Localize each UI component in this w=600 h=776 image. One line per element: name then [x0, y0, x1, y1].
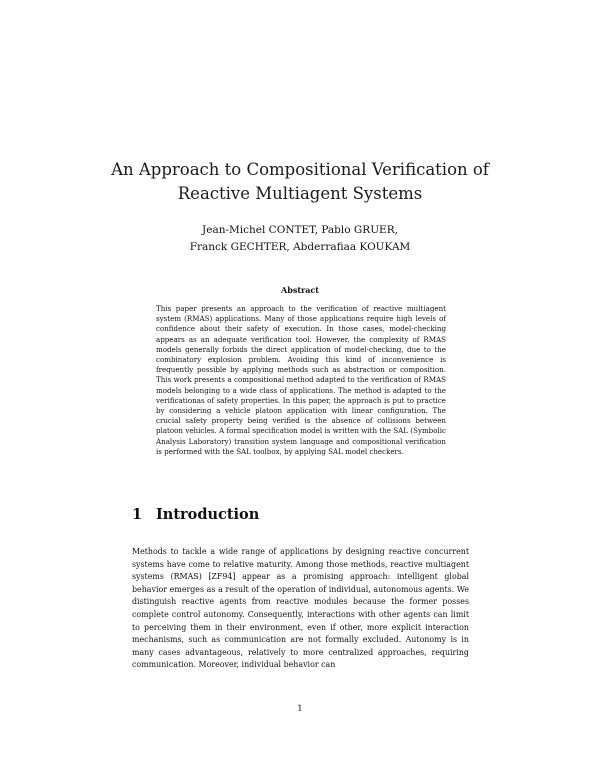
section-heading: [132, 505, 472, 525]
authors-line-1: Jean-Michel CONTET, Pablo GRUER,: [202, 224, 398, 236]
title-line-2: Reactive Multiagent Systems: [177, 184, 423, 203]
abstract-heading: Abstract: [281, 285, 319, 295]
introduction-text: Methods to tackle a wide range of applications by designing reactive concurrent systems have come to relative maturity. Among those methods, reactive multiagent systems (RMAS) [ZF94] appear as a promising approach: intelligent global behavior emerges as a result of the operation of individual, autonomous agents. We distinguish reactive agents from reactive modules because the former posses complete control autonomy. Consequently, interactions with other agents can limit to perceiving them in their environment, even if other, more explicit interaction mechanisms, such as communication are not formally excluded. Autonomy is in many cases advantageous, relatively to more centralized approaches, requiring communication. Moreover, individual behavior can: [132, 547, 469, 670]
section-title: Introduction: [156, 506, 260, 523]
title-line-1: An Approach to Compositional Verification of: [111, 160, 489, 179]
page-number: 1: [297, 704, 303, 714]
abstract-text: This paper presents an approach to the verification of reactive multiagent system (RMAS) applications. Many of those applications require high levels of confidence about their safety of execution. In those cases, model-checking appears as an adequate verification tool. However, the complexity of RMAS models generally forbids the direct application of model-checking, due to the combinatory explosion problem. Avoiding this kind of inconvenience is frequently possible by applying methods such as abstraction or composition. This work presents a compositional method adapted to the verification of RMAS models belonging to a wide class of applications. The method is adapted to the verificationas of safety properties. In this paper, the approach is put to practice by considering a vehicle platoon application with linear configuration. The crucial safety property being verified is the absence of collisions between platoon vehicles. A formal specification model is written with the SAL (Symbolic Analysis Laboratory) transition system language and compositional verification is performed with the SAL toolbox, by applying SAL model checkers.: [156, 304, 446, 456]
author-list: [0, 222, 600, 256]
paper-title: [0, 158, 600, 206]
section-number: 1: [132, 506, 143, 523]
authors-line-2: Franck GECHTER, Abderrafiaa KOUKAM: [189, 241, 411, 253]
